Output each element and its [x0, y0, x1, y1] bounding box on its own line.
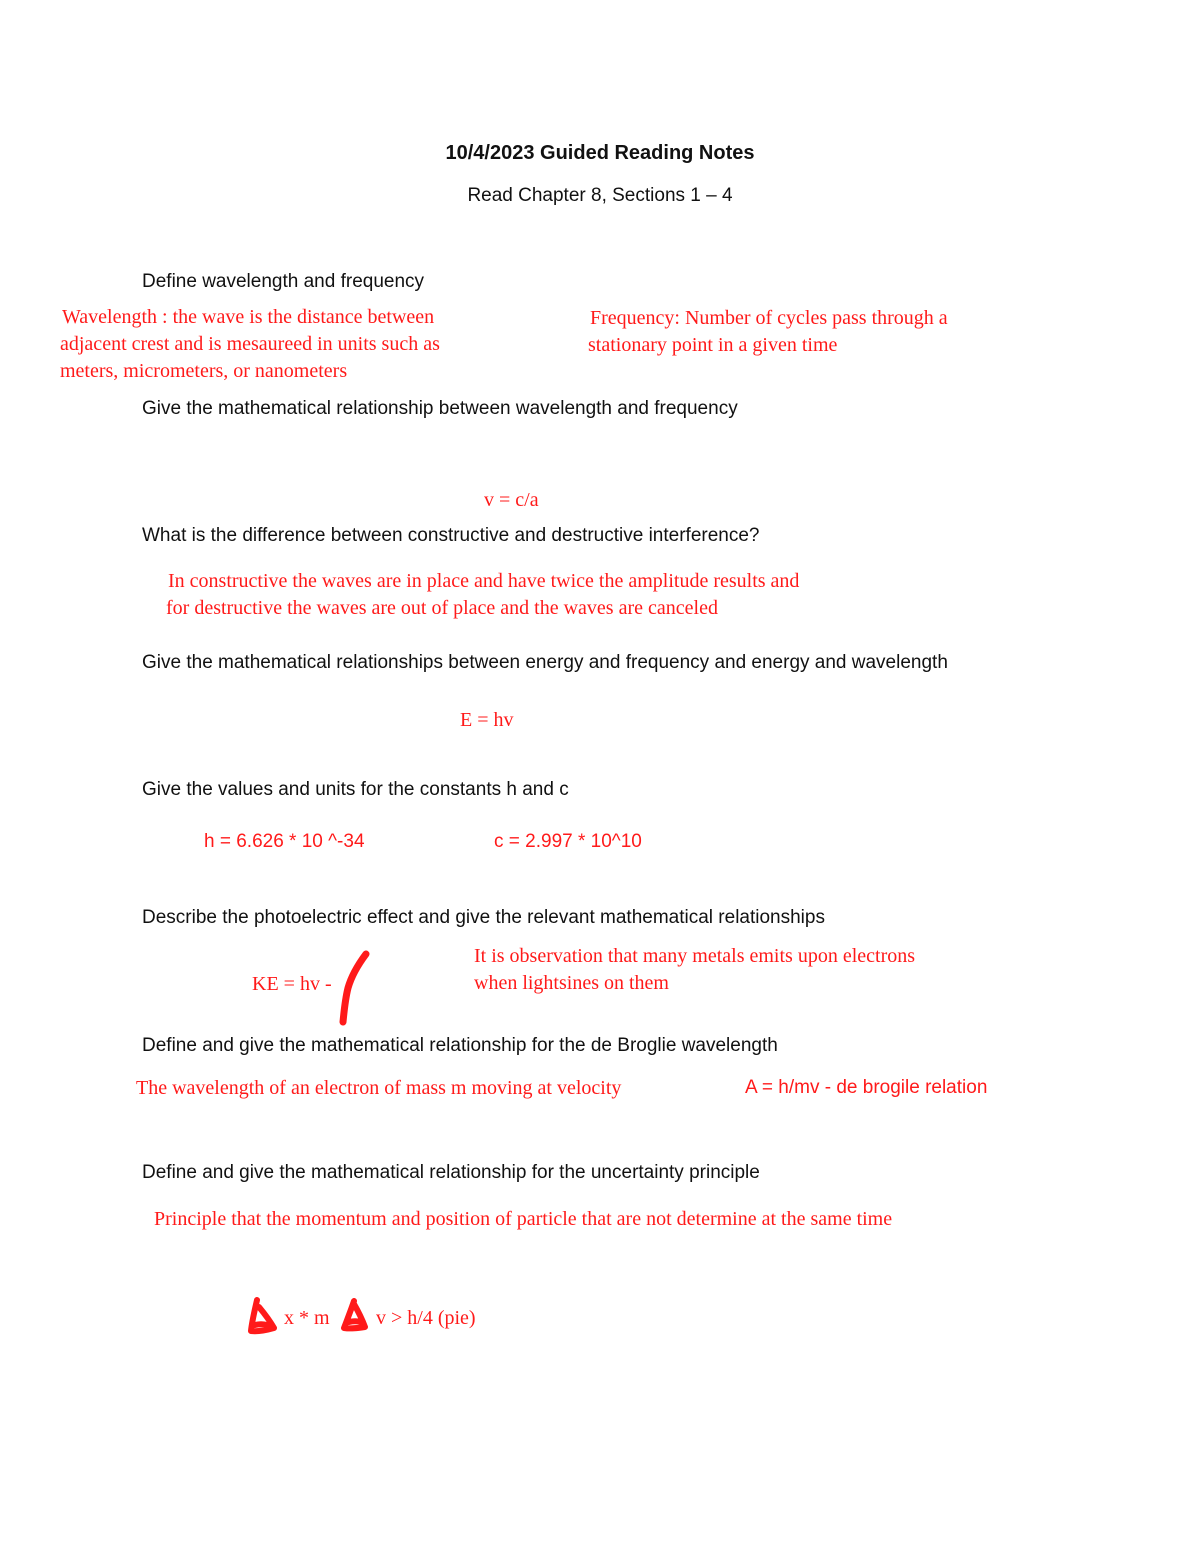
- question-photoelectric: Describe the photoelectric effect and give the relevant mathematical relationships: [142, 907, 825, 928]
- question-uncertainty: Define and give the mathematical relationship for the uncertainty principle: [142, 1162, 760, 1183]
- answer-photoelectric-line: It is observation that many metals emits upon electrons: [474, 945, 916, 967]
- answer-de-broglie-definition: The wavelength of an electron of mass m moving at velocity: [136, 1077, 622, 1099]
- question-wavelength-frequency: Define wavelength and frequency: [142, 271, 425, 292]
- page-title: 10/4/2023 Guided Reading Notes: [445, 142, 755, 164]
- handwritten-delta-icon: [340, 1298, 370, 1334]
- answer-photoelectric-formula: KE = hv -: [252, 973, 332, 995]
- answer-wavelength-line: adjacent crest and is mesaureed in units such as: [60, 333, 440, 355]
- question-wave-relation: Give the mathematical relationship between wavelength and frequency: [142, 398, 738, 419]
- answer-uncertainty-part: v > h/4 (pie): [376, 1307, 476, 1329]
- answer-photoelectric-line: when lightsines on them: [474, 972, 669, 994]
- answer-frequency-line: stationary point in a given time: [588, 334, 838, 356]
- answer-energy-relation: E = hv: [460, 709, 514, 731]
- page-subtitle: Read Chapter 8, Sections 1 – 4: [467, 185, 733, 206]
- question-de-broglie: Define and give the mathematical relationship for the de Broglie wavelength: [142, 1035, 778, 1056]
- question-energy-relations: Give the mathematical relationships between energy and frequency and energy and wavelength: [142, 652, 948, 673]
- answer-frequency-line: Frequency: Number of cycles pass through a: [590, 307, 948, 329]
- question-constants: Give the values and units for the constants h and c: [142, 779, 569, 800]
- answer-wavelength-line: meters, micrometers, or nanometers: [60, 360, 348, 382]
- answer-c-value: c = 2.997 * 10^10: [494, 831, 642, 852]
- question-interference: What is the difference between constructive and destructive interference?: [142, 525, 760, 546]
- answer-wave-relation: v = c/a: [484, 489, 539, 511]
- answer-de-broglie-formula: A = h/mv - de brogile relation: [745, 1077, 988, 1098]
- answer-uncertainty-part: x * m: [284, 1307, 330, 1329]
- handwritten-delta-icon: [247, 1297, 279, 1337]
- answer-interference-line: In constructive the waves are in place and have twice the amplitude results and: [168, 570, 800, 592]
- handwritten-phi-stroke: [334, 948, 374, 1028]
- answer-wavelength-line: Wavelength : the wave is the distance between: [62, 306, 435, 328]
- answer-interference-line: for destructive the waves are out of place and the waves are canceled: [166, 597, 718, 619]
- answer-uncertainty-definition: Principle that the momentum and position of particle that are not determine at the same time: [154, 1208, 893, 1230]
- answer-h-value: h = 6.626 * 10 ^-34: [204, 831, 365, 852]
